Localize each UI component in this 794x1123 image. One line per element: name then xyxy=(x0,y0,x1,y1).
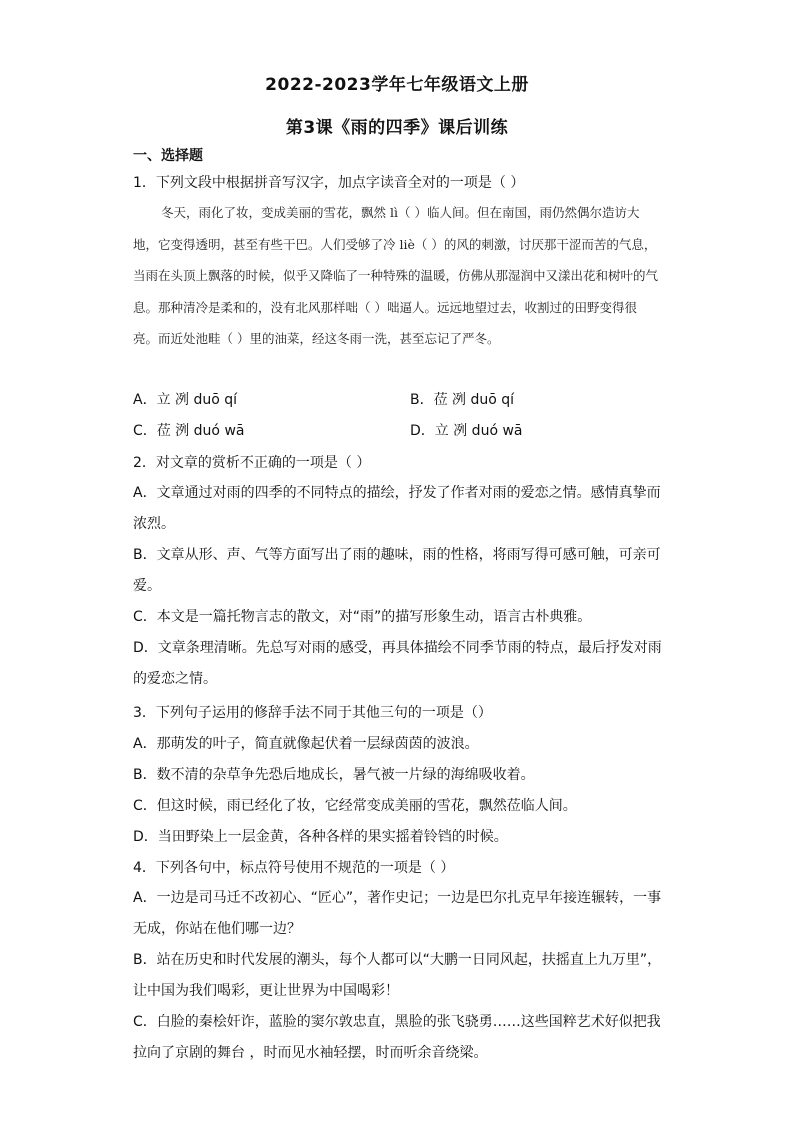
question-2-option-c: C．本文是一篇托物言志的散文，对“雨”的描写形象生动，语言古朴典雅。 xyxy=(133,609,592,625)
question-1-passage: 冬天，雨化了妆，变成美丽的雪花，飘然 lì（ ）临人间。但在南国，雨仍然偶尔造访大地，它变得透明，甚至有些干巴。人们受够了冷 liè（ ）的风的刺激，讨厌那干涩而苦的气息，当雨在头顶上飘落的时候，似乎又降临了一种特殊的温暖，仿佛从那湿润中又漾出花和树叶的气息。那种清冷是柔和的，没有北风那样咄（ ）咄逼人。远远地望过去，收割过的田野变得很亮。而近处池畦（ ）里的油菜，经这冬雨一洗，甚至忘记了严冬。 xyxy=(133,205,659,346)
question-3-option-c: C．但这时候，雨已经化了妆，它经常变成美丽的雪花，飘然莅临人间。 xyxy=(133,798,577,814)
question-1-option-c: C．莅 洌 duó wā xyxy=(133,423,245,439)
document-title: 2022-2023学年七年级语文上册 xyxy=(265,75,529,95)
question-3-option-d: D．当田野染上一层金黄，各种各样的果实摇着铃铛的时候。 xyxy=(133,829,508,845)
question-2-option-a: A．文章通过对雨的四季的不同特点的描绘，抒发了作者对雨的爱恋之情。感情真挚而浓烈。 xyxy=(133,485,661,532)
question-3-stem: 3．下列句子运用的修辞手法不同于其他三句的一项是（） xyxy=(133,705,492,721)
question-2-option-d: D．文章条理清晰。先总写对雨的感受，再具体描绘不同季节雨的特点，最后抒发对雨的爱恋之情。 xyxy=(133,640,662,687)
section-heading: 一、选择题 xyxy=(133,148,203,164)
question-4-stem: 4．下列各句中，标点符号使用不规范的一项是（ ） xyxy=(133,860,455,876)
question-1-option-d: D．立 冽 duó wā xyxy=(410,423,523,439)
question-2-stem: 2．对文章的赏析不正确的一项是（ ） xyxy=(133,455,371,471)
document-subtitle: 第3课《雨的四季》课后训练 xyxy=(285,118,509,138)
question-4-option-c: C．白脸的秦桧奸诈，蓝脸的窦尔敦忠直，黑脸的张飞骁勇……这些国粹艺术好似把我拉向了京剧的舞台 ，时而见水袖轻摆，时而听余音绕梁。 xyxy=(133,1014,661,1061)
question-4-option-b: B．站在历史和时代发展的潮头，每个人都可以“大鹏一日同风起，扶摇直上九万里”，让中国为我们喝彩，更让世界为中国喝彩！ xyxy=(133,952,662,999)
question-1-option-a: A．立 冽 duō qí xyxy=(133,392,238,408)
question-2-option-b: B．文章从形、声、气等方面写出了雨的趣味，雨的性格，将雨写得可感可触，可亲可爱。 xyxy=(133,547,661,594)
question-3-option-a: A．那萌发的叶子，简直就像起伏着一层绿茵茵的波浪。 xyxy=(133,736,479,752)
question-3-option-b: B．数不清的杂草争先恐后地成长，暑气被一片绿的海绵吸收着。 xyxy=(133,767,535,783)
question-1-stem: 1．下列文段中根据拼音写汉字，加点字读音全对的一项是（ ） xyxy=(133,175,525,191)
question-4-option-a: A．一边是司马迁不改初心、“匠心”，著作史记；一边是巴尔扎克早年接连辗转，一事无成，你站在他们哪一边？ xyxy=(133,890,662,937)
question-1-option-b: B．莅 冽 duō qí xyxy=(410,392,515,408)
